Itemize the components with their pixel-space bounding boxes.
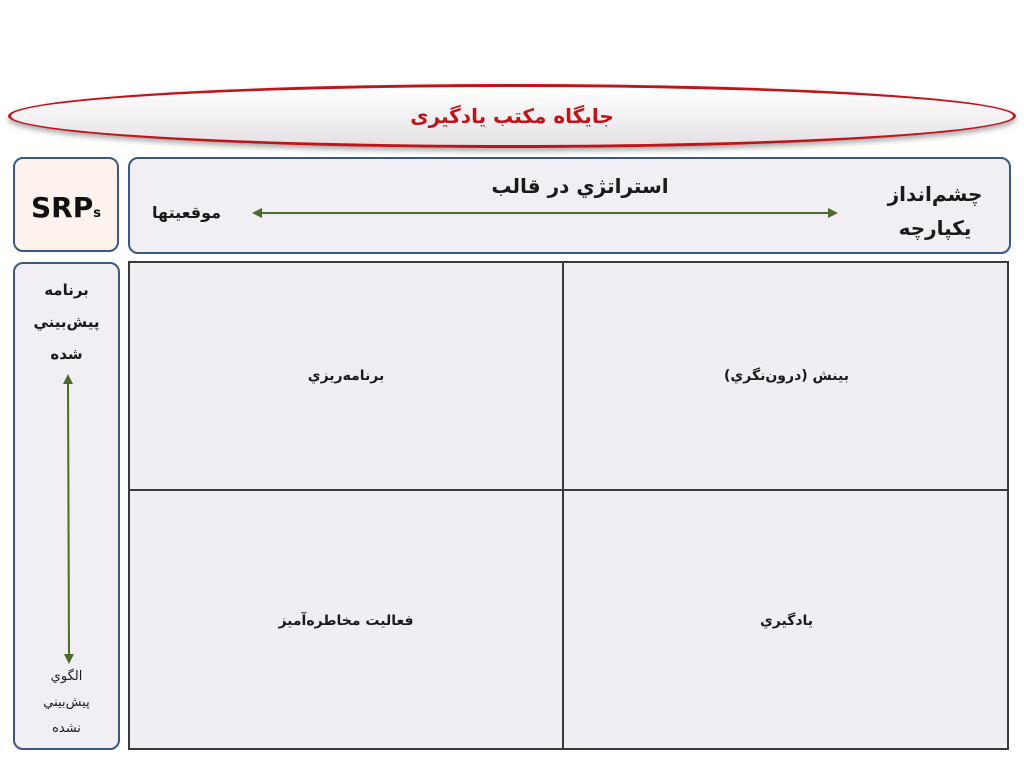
- vision-line-2: یکپارچه: [898, 216, 972, 240]
- vision-line-1: چشم‌انداز: [887, 182, 983, 206]
- srps-box: [13, 157, 119, 252]
- cell-insight: بينش (درون‌نگري): [724, 368, 849, 384]
- planned-label: [15, 274, 118, 370]
- unplanned-label: [15, 664, 118, 742]
- unplanned-line-1: الگوي: [50, 669, 83, 684]
- cell-learning: يادگيري: [759, 612, 814, 629]
- integrated-vision-label: [875, 177, 995, 245]
- strategy-title: استراتژي در قالب: [491, 174, 669, 198]
- srps-main: SRP: [31, 191, 94, 224]
- positions-label: موقعیتها: [152, 203, 222, 222]
- cell-venture: فعاليت مخاطره‌آميز: [278, 612, 414, 629]
- planned-line-3: شده: [50, 345, 83, 363]
- srps-label: [15, 191, 117, 224]
- vertical-double-arrow: [60, 374, 76, 664]
- cell-planning: برنامه‌ريزي: [307, 368, 385, 384]
- title-banner: [8, 84, 1016, 148]
- planned-line-1: برنامه: [44, 281, 89, 299]
- strategy-header: [128, 157, 1011, 254]
- horizontal-double-arrow: [252, 205, 838, 221]
- page-title: جایگاه مکتب یادگیری: [410, 104, 614, 128]
- unplanned-line-2: پيش‌بيني: [43, 695, 90, 710]
- unplanned-line-3: نشده: [52, 721, 81, 736]
- srps-sub: s: [93, 206, 101, 221]
- planned-line-2: پيش‌بيني: [33, 313, 100, 331]
- strategy-matrix: [128, 261, 1009, 750]
- left-axis-box: [13, 262, 120, 750]
